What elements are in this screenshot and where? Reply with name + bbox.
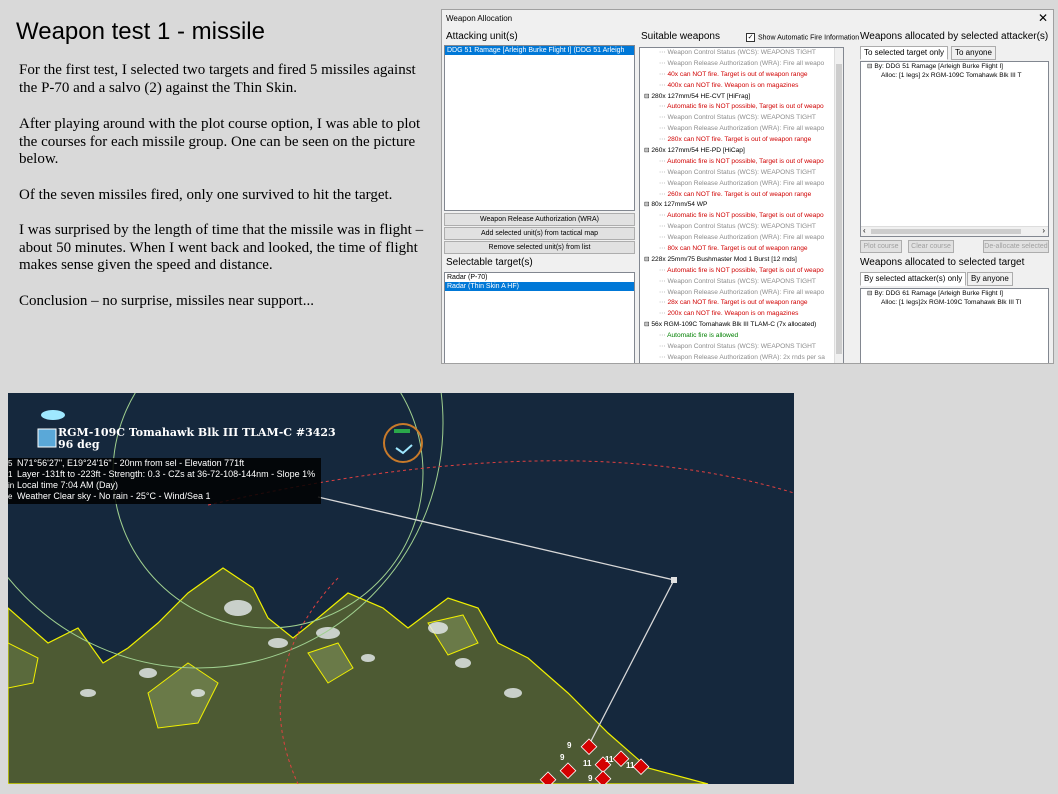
tree-connector: ⋯ — [659, 288, 668, 296]
contact-count-label: 9 — [560, 753, 565, 762]
missile-unit-icon[interactable] — [38, 429, 56, 447]
weapon-status-line[interactable] — [640, 81, 843, 92]
tree-connector: ⋯ — [659, 168, 668, 176]
contact-count-label: 11 — [605, 755, 614, 764]
attacking-units-list[interactable] — [444, 45, 635, 211]
weapon-status-line[interactable] — [640, 48, 843, 59]
weapon-status-text: Weapon Control Status (WCS): WEAPONS TIGHT — [667, 168, 816, 176]
weapon-group-label: 80x 127mm/54 WP — [651, 201, 708, 209]
edge-mark: in — [8, 481, 15, 490]
horizontal-scrollbar[interactable] — [861, 226, 1048, 236]
weapon-status-line[interactable] — [640, 113, 843, 124]
weapon-status-line[interactable] — [640, 288, 843, 299]
scroll-right-icon[interactable]: › — [1042, 226, 1045, 235]
checkbox-icon[interactable]: ✓ — [747, 34, 754, 41]
show-auto-fire-checkbox[interactable] — [746, 33, 859, 42]
scrollbar-thumb[interactable] — [871, 229, 1021, 234]
list-item[interactable]: Radar (P-70) — [447, 274, 488, 281]
weapon-group-node[interactable] — [640, 255, 843, 266]
weapon-status-text: 280x can NOT fire. Target is out of weapon range — [667, 136, 812, 144]
edge-marks — [8, 458, 14, 502]
tree-connector: ⋯ — [659, 245, 668, 253]
contact-count-label: 9 — [567, 741, 572, 750]
weapon-status-line[interactable] — [640, 266, 843, 277]
weapon-status-text: Weapon Release Authorization (WRA): 2x rnds per sa — [667, 353, 825, 361]
tree-connector: ⋯ — [659, 277, 668, 285]
edge-mark: 1 — [8, 470, 13, 479]
edge-mark: 5 — [8, 459, 13, 468]
show-auto-fire-label: Show Automatic Fire Information — [758, 34, 860, 42]
weapon-status-line[interactable] — [640, 190, 843, 201]
add-units-button[interactable]: Add selected unit(s) from tactical map — [444, 227, 635, 240]
weapon-status-text: 40x can NOT fire. Target is out of weapon range — [667, 70, 808, 78]
weapon-status-text: Automatic fire is NOT possible, Target is out of weapo — [667, 266, 824, 274]
weapon-status-line[interactable] — [640, 102, 843, 113]
remove-units-button[interactable]: Remove selected unit(s) from list — [444, 241, 635, 254]
wra-button[interactable]: Weapon Release Authorization (WRA) — [444, 213, 635, 226]
weapon-status-line[interactable] — [640, 342, 843, 353]
weapon-status-text: 400x can NOT fire. Weapon is on magazines — [667, 81, 799, 89]
weapon-group-label: 280x 127mm/54 HE-CVT [HiFrag] — [651, 92, 751, 100]
close-icon[interactable]: ✕ — [1037, 11, 1048, 25]
tree-connector: ⋯ — [659, 299, 668, 307]
page-title: Weapon test 1 - missile — [16, 18, 265, 45]
tree-connector: ⋯ — [659, 114, 668, 122]
scroll-left-icon[interactable]: ‹ — [863, 226, 866, 235]
weapon-status-text: 260x can NOT fire. Target is out of weapon range — [667, 190, 812, 198]
tree-connector: ⋯ — [659, 179, 668, 187]
tab-selected-attacker-only[interactable]: By selected attacker(s) only — [860, 272, 966, 286]
weapon-status-text: Automatic fire is NOT possible, Target is out of weapo — [667, 103, 824, 111]
weapon-status-line[interactable] — [640, 309, 843, 320]
suitable-weapons-label: Suitable weapons — [641, 31, 720, 42]
info-coordinates: N71°56'27", E19°24'16" - 20nm from sel - Elevation 771ft — [17, 458, 245, 468]
tree-connector: ⋯ — [659, 125, 668, 133]
course-waypoint[interactable] — [671, 577, 677, 583]
weapon-status-text: Weapon Control Status (WCS): WEAPONS TIGHT — [667, 277, 816, 285]
weapon-status-text: Weapon Control Status (WCS): WEAPONS TIGHT — [667, 223, 816, 231]
tree-connector: ⋯ — [659, 266, 668, 274]
weapon-status-line[interactable] — [640, 331, 843, 342]
tree-connector: ⋯ — [659, 70, 668, 78]
weapon-status-text: Weapon Release Authorization (WRA): Fire all weapo — [667, 288, 825, 296]
paragraph-first-test: For the first test, I selected two targets and fired 5 missiles against the P-70 and a salvo (2) against the Thin Skin. — [19, 62, 416, 96]
weapon-group-node[interactable] — [640, 92, 843, 103]
tree-node-attacker[interactable]: ⊟ By: DDG 61 Ramage [Arleigh Burke Flight I] — [867, 290, 1003, 297]
collapse-icon[interactable]: ⊟ — [644, 321, 652, 329]
attacker-allocation-tree[interactable] — [860, 61, 1049, 237]
tree-connector: ⋯ — [659, 136, 668, 144]
contact-count-label: 11 — [626, 761, 635, 770]
weapon-group-label: 56x RGM-109C Tomahawk Blk III TLAM-C (7x allocated) — [651, 321, 817, 329]
window-title: Weapon Allocation — [446, 14, 513, 23]
info-layer: Layer -131ft to -223ft - Strength: 0.3 - CZs at 36-72-108-144nm - Slope 1% — [17, 469, 316, 479]
attacker-weapons-label: Weapons allocated by selected attacker(s) — [860, 31, 1049, 42]
tree-connector: ⋯ — [659, 157, 668, 165]
weapon-status-text: Automatic fire is NOT possible, Target is out of weapo — [667, 157, 824, 165]
missile-unit-heading: 96 deg — [58, 438, 100, 451]
weapon-status-text: Weapon Release Authorization (WRA): Fire all weapo — [667, 179, 825, 187]
tree-connector: ⋯ — [659, 212, 668, 220]
weapon-status-text: 80x can NOT fire. Target is out of weapon range — [667, 245, 808, 253]
tab-selected-target-only[interactable]: To selected target only — [860, 46, 948, 60]
tree-connector: ⋯ — [659, 59, 668, 67]
selectable-targets-label: Selectable target(s) — [446, 257, 533, 268]
tree-connector: ⋯ — [659, 343, 668, 351]
weapon-status-text: Weapon Release Authorization (WRA): Fire all weapo — [667, 234, 825, 242]
weapon-group-node[interactable] — [640, 320, 843, 331]
weapon-status-text: Weapon Control Status (WCS): WEAPONS TIGHT — [667, 49, 816, 56]
weapon-status-line[interactable] — [640, 211, 843, 222]
info-local-time: Local time 7:04 AM (Day) — [17, 480, 119, 490]
weapon-status-line[interactable] — [640, 157, 843, 168]
weapon-status-text: Automatic fire is allowed — [667, 332, 739, 340]
aircraft-icon[interactable] — [41, 410, 65, 420]
edge-mark: e — [8, 492, 13, 501]
plot-course-button[interactable]: Plot course — [860, 240, 902, 253]
weapon-status-text: Weapon Control Status (WCS): WEAPONS TIGHT — [667, 343, 816, 351]
paragraph-flight-time: I was surprised by the length of time that the missile was in flight – about 50 minutes. When I went back and looked, the time of flight makes sense given the speed and distance. — [19, 222, 424, 273]
weapon-status-line[interactable] — [640, 135, 843, 146]
weapon-status-line[interactable] — [640, 70, 843, 81]
tree-connector: ⋯ — [659, 81, 668, 89]
weapon-status-line[interactable] — [640, 277, 843, 288]
paragraph-missiles-survived: Of the seven missiles fired, only one survived to hit the target. — [19, 187, 393, 203]
tree-node-attacker[interactable]: ⊟ By: DDG 51 Ramage [Arleigh Burke Flight I] — [867, 63, 1003, 70]
weapon-group-node[interactable] — [640, 146, 843, 157]
vertical-scrollbar[interactable] — [834, 48, 843, 364]
selectable-targets-list[interactable] — [444, 272, 635, 364]
tree-connector: ⋯ — [659, 223, 668, 231]
paragraph-plot-course: After playing around with the plot course option, I was able to plot the courses for each missile group. One can be seen on the picture below. — [19, 116, 421, 167]
tab-by-anyone[interactable]: By anyone — [967, 272, 1013, 286]
weapon-allocation-window — [441, 9, 1054, 364]
weapon-status-line[interactable] — [640, 59, 843, 70]
weapon-status-line[interactable] — [640, 124, 843, 135]
suitable-weapons-tree[interactable] — [639, 47, 844, 364]
target-weapons-label: Weapons allocated to selected target — [860, 257, 1025, 268]
weapon-status-line[interactable] — [640, 179, 843, 190]
tree-connector: ⋯ — [659, 49, 668, 56]
tree-node-allocation[interactable]: Alloc: [1 legs]2x RGM-109C Tomahawk Blk III TI — [881, 299, 1022, 306]
clear-course-button[interactable]: Clear course — [908, 240, 954, 253]
collapse-icon[interactable]: ⊟ — [644, 147, 652, 155]
target-allocation-tree[interactable] — [860, 288, 1049, 364]
paragraph-conclusion: Conclusion – no surprise, missiles near support... — [19, 293, 314, 309]
tree-lines — [640, 48, 843, 364]
weapon-status-line[interactable] — [640, 353, 843, 364]
map-info-tooltip — [8, 458, 321, 504]
weapon-status-line[interactable] — [640, 168, 843, 179]
tree-connector: ⋯ — [659, 234, 668, 242]
attacking-units-label: Attacking unit(s) — [446, 31, 518, 42]
weapon-status-text: 200x can NOT fire. Weapon is on magazines — [667, 310, 799, 318]
missile-unit-name: RGM-109C Tomahawk Blk III TLAM-C #3423 — [58, 426, 336, 439]
weapon-status-line[interactable] — [640, 298, 843, 309]
ship-status-bar — [394, 429, 410, 433]
collapse-icon[interactable]: ⊟ — [644, 201, 652, 209]
weapon-status-text: Automatic fire is NOT possible, Target is out of weapo — [667, 212, 824, 220]
tree-connector: ⋯ — [659, 353, 668, 361]
tree-connector: ⋯ — [659, 310, 668, 318]
tree-connector: ⋯ — [659, 190, 668, 198]
weapon-status-text: 28x can NOT fire. Target is out of weapon range — [667, 299, 808, 307]
scrollbar-thumb[interactable] — [836, 64, 842, 354]
map-canvas[interactable] — [8, 393, 794, 784]
weapon-status-line[interactable] — [640, 244, 843, 255]
tactical-map[interactable] — [8, 393, 794, 784]
deallocate-selected-button[interactable]: De-allocate selected — [983, 240, 1049, 253]
contact-count-label: 9 — [588, 774, 593, 783]
weapon-status-line[interactable] — [640, 233, 843, 244]
contact-count-label: 11 — [583, 759, 592, 768]
info-weather: Weather Clear sky - No rain - 25°C - Wind/Sea 1 — [17, 491, 211, 501]
tab-to-anyone[interactable]: To anyone — [951, 46, 996, 60]
weapon-status-text: Weapon Control Status (WCS): WEAPONS TIGHT — [667, 114, 816, 122]
collapse-icon[interactable]: ⊟ — [644, 92, 652, 100]
weapon-group-label: 228x 25mm/75 Bushmaster Mod 1 Burst [12 rnds] — [651, 255, 797, 263]
tree-connector: ⋯ — [659, 103, 668, 111]
weapon-status-line[interactable] — [640, 222, 843, 233]
list-item[interactable]: DDG 51 Ramage [Arleigh Burke Flight I] (DDG 51 Arleigh — [445, 46, 634, 55]
collapse-icon[interactable]: ⊟ — [644, 255, 652, 263]
weapon-status-text: Weapon Release Authorization (WRA): Fire all weapo — [667, 125, 825, 133]
weapon-status-text: Weapon Release Authorization (WRA): Fire all weapo — [667, 59, 825, 67]
weapon-group-label: 260x 127mm/54 HE-PD [HiCap] — [651, 147, 745, 155]
list-item[interactable]: Radar (Thin Skin A HF) — [445, 282, 634, 291]
tree-node-allocation[interactable]: Alloc: [1 legs] 2x RGM-109C Tomahawk Blk III T — [881, 72, 1022, 79]
tree-connector: ⋯ — [659, 332, 668, 340]
weapon-group-node[interactable] — [640, 200, 843, 211]
